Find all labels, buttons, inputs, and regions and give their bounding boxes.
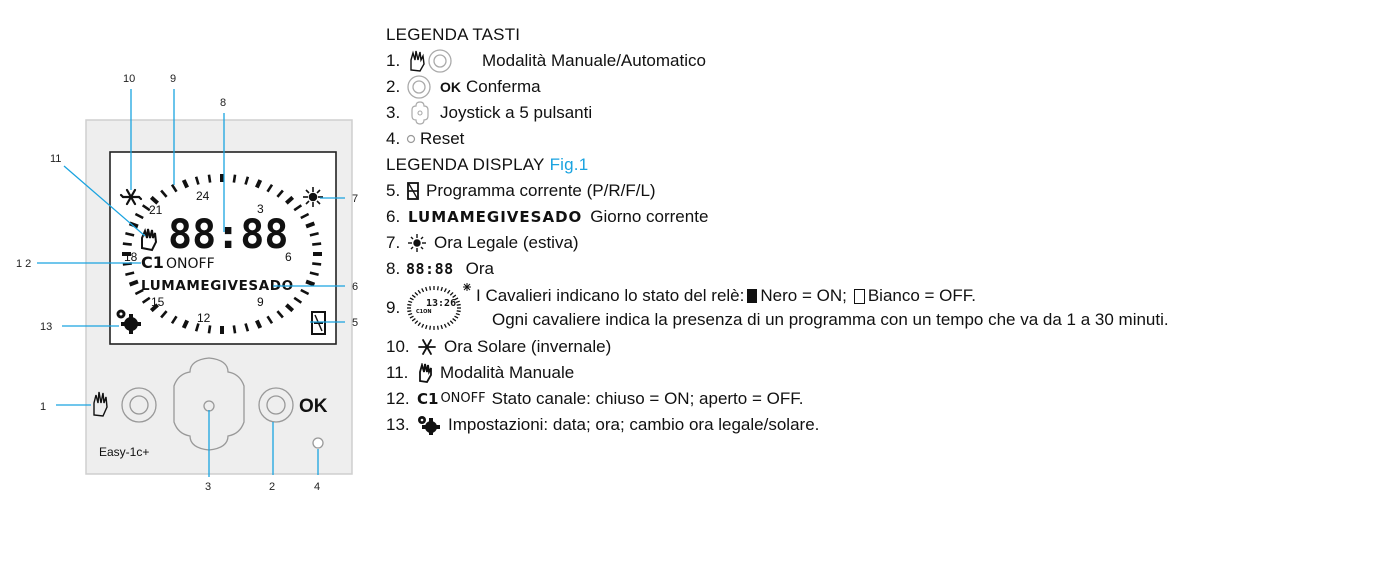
legend-num: 7. <box>386 233 401 252</box>
dial-desc <box>476 284 1169 332</box>
lcd-days: LUMAMEGIVESADO <box>141 278 294 294</box>
lcd-tick-6: 6 <box>285 250 292 264</box>
legend-display-8 <box>386 256 1376 282</box>
legend-text: Ora <box>465 259 494 278</box>
relay-rider <box>234 175 235 183</box>
dial-time: 13:26 <box>426 298 457 309</box>
dial-rider <box>415 292 418 295</box>
gears-icon <box>417 415 441 435</box>
lcd-tick-12: 12 <box>197 311 211 325</box>
dial-rider <box>426 287 427 291</box>
legend-display-5 <box>386 178 1376 204</box>
dial-line2: Ogni cavaliere indica la presenza di un programma con un tempo che va da 1 a 30 minuti. <box>492 310 1169 329</box>
dial-white: Bianco = OFF. <box>867 286 977 305</box>
dial-rider <box>407 305 411 306</box>
dial-rider <box>422 288 424 292</box>
dial-rider <box>430 286 431 290</box>
legend-text: Ora Legale (estiva) <box>434 233 579 252</box>
dial-rider <box>438 326 439 330</box>
program-segment-icon <box>407 182 419 200</box>
callout-10: 10 <box>123 73 136 85</box>
legend-display-12 <box>386 386 1376 412</box>
callout-8: 8 <box>220 97 227 109</box>
keys-title: LEGENDA TASTI <box>386 25 521 44</box>
legend-display-9 <box>386 282 1376 334</box>
lcd-tick-21: 21 <box>149 203 163 217</box>
legend-display-7 <box>386 230 1376 256</box>
dial-icon <box>404 282 474 334</box>
dial-rider <box>453 319 456 321</box>
callout-7: 7 <box>352 193 359 205</box>
legend-display-11 <box>386 360 1376 386</box>
legend-num: 1. <box>386 51 401 70</box>
legend-num: 6. <box>386 207 401 226</box>
dial-rider <box>410 298 414 300</box>
lcd-time: 88:88 <box>168 212 289 258</box>
black-rider-swatch <box>747 289 757 303</box>
dial-black: Nero = ON; <box>760 286 847 305</box>
dial-rider <box>450 292 453 295</box>
display-title-text: LEGENDA DISPLAY <box>386 155 545 174</box>
channel-code: C1 <box>417 390 439 408</box>
legend-text: Reset <box>420 129 465 148</box>
callout-1: 1 <box>40 401 47 413</box>
legend-key-1 <box>386 48 1376 74</box>
callout-11: 11 <box>50 153 62 165</box>
dial-rider <box>450 321 453 324</box>
legend-text: Impostazioni: data; ora; cambio ora legale/solare. <box>448 415 820 434</box>
dial-rider <box>410 316 414 318</box>
dial-rider <box>407 311 411 312</box>
ok-badge: OK <box>440 79 461 95</box>
legend-text: Programma corrente (P/R/F/L) <box>426 181 656 200</box>
dial-rider <box>412 295 415 297</box>
dial-rider <box>418 323 420 326</box>
legend-num: 4. <box>386 129 401 148</box>
relay-rider <box>209 325 210 333</box>
snowflake-icon <box>417 338 437 356</box>
dial-rider <box>422 324 424 328</box>
dial-rider <box>441 325 442 329</box>
joystick-icon <box>407 101 433 125</box>
lcd-tick-3: 3 <box>257 202 264 216</box>
hand-icon <box>417 363 433 383</box>
dial-rider <box>457 311 461 312</box>
callout-2: 2 <box>269 481 276 493</box>
sun-icon <box>407 233 427 253</box>
callout-4: 4 <box>314 481 321 493</box>
legend-text: Joystick a 5 pulsanti <box>440 103 593 122</box>
dial-rider <box>456 314 460 315</box>
dial-channel: C1ON <box>416 309 432 315</box>
legend-text: Giorno corrente <box>590 207 709 226</box>
lcd-sun-icon <box>303 187 323 207</box>
display-fig-ref[interactable]: Fig.1 <box>549 155 589 174</box>
lcd-onoff: ONOFF <box>166 256 215 272</box>
relay-rider <box>312 263 321 264</box>
dial-rider <box>408 314 412 315</box>
legend-text: Stato canale: chiuso = ON; aperto = OFF. <box>491 389 804 408</box>
days-code: LUMAMEGIVESADO <box>408 208 583 226</box>
display-title <box>386 152 1376 178</box>
white-rider-swatch <box>854 289 865 304</box>
relay-rider <box>234 325 235 333</box>
legend-num: 10. <box>386 337 410 356</box>
lcd-channel: C1 <box>141 253 164 272</box>
reset-dot-icon <box>406 134 416 144</box>
legend <box>386 22 1376 438</box>
legend-display-6 <box>386 204 1376 230</box>
lcd-tick-18: 18 <box>124 250 138 264</box>
legend-num: 8. <box>386 259 401 278</box>
callout-9: 9 <box>170 73 177 85</box>
legend-key-4 <box>386 126 1376 152</box>
dial-rider <box>444 288 446 292</box>
ok-button-icon <box>407 75 433 99</box>
dial-rider <box>418 290 420 293</box>
legend-text: Modalità Manuale/Automatico <box>482 51 706 70</box>
legend-num: 9. <box>386 298 401 317</box>
dial-rider <box>438 286 439 290</box>
dial-rider <box>456 301 460 302</box>
legend-display-10 <box>386 334 1376 360</box>
legend-num: 13. <box>386 415 410 434</box>
reset-button[interactable] <box>313 438 323 448</box>
legend-display-13 <box>386 412 1376 438</box>
legend-num: 11. <box>386 363 409 382</box>
dial-rider <box>426 325 427 329</box>
callout-6: 6 <box>352 281 359 293</box>
dial-rider <box>441 287 442 291</box>
dial-rider <box>412 319 415 321</box>
legend-num: 5. <box>386 181 401 200</box>
dial-rider <box>448 290 450 293</box>
legend-text: Ora Solare (invernale) <box>444 337 612 356</box>
relay-rider <box>209 175 210 183</box>
ok-label: OK <box>299 396 328 417</box>
legend-num: 12. <box>386 389 410 408</box>
dial-rider <box>448 323 450 326</box>
lcd-tick-9: 9 <box>257 295 264 309</box>
callout-3: 3 <box>205 481 212 493</box>
legend-key-3 <box>386 100 1376 126</box>
dial-rider <box>454 316 458 318</box>
dial-rider <box>415 321 418 324</box>
legend-num: 3. <box>386 103 401 122</box>
dial-line1: I Cavalieri indicano lo stato del relè: <box>476 286 745 305</box>
dial-rider <box>430 326 431 330</box>
legend-num: 2. <box>386 77 401 96</box>
lcd-tick-15: 15 <box>151 295 165 309</box>
brand-label: Easy-1c+ <box>99 445 150 459</box>
hand-button-icon <box>407 49 459 73</box>
legend-key-2 <box>386 74 1376 100</box>
lcd-tick-24: 24 <box>196 189 210 203</box>
legend-text: Conferma <box>466 77 541 96</box>
dial-rider <box>457 305 461 306</box>
dial-rider <box>444 324 446 328</box>
time-code: 88:88 <box>406 260 454 278</box>
dial-rider <box>408 301 412 302</box>
legend-text: Modalità Manuale <box>440 363 575 382</box>
callout-12: 1 2 <box>16 258 32 270</box>
relay-rider <box>312 244 321 245</box>
onoff-code: ONOFF <box>440 391 486 406</box>
callout-13: 13 <box>40 321 53 333</box>
callout-5: 5 <box>352 317 359 329</box>
relay-rider <box>123 244 132 245</box>
